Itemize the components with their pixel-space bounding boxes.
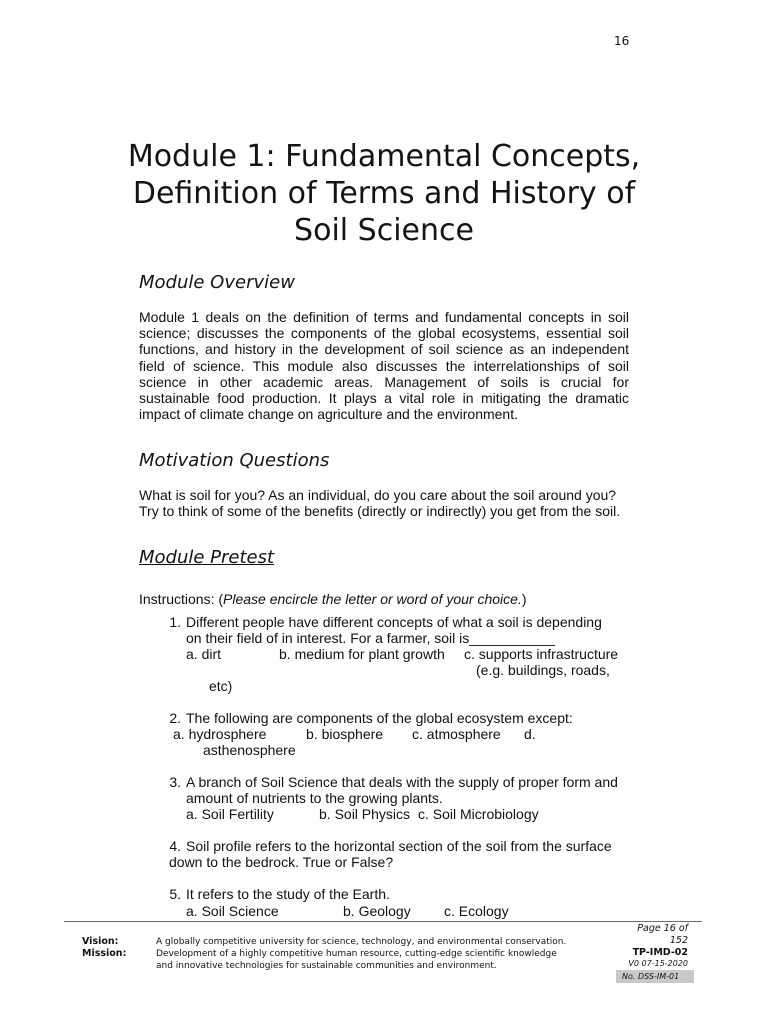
question-4 bbox=[139, 838, 639, 872]
question-5 bbox=[139, 886, 639, 920]
page-of-label: Page 16 of bbox=[637, 923, 688, 934]
option-c[interactable]: c. Soil Microbiology bbox=[418, 806, 539, 822]
question-text: down to the bedrock. True or False? bbox=[169, 854, 394, 870]
question-text: It refers to the study of the Earth. bbox=[186, 886, 390, 902]
option-a[interactable]: a. Soil Science bbox=[186, 903, 279, 919]
module-title: Module 1: Fundamental Concepts, Definition of Terms and History of Soil Science bbox=[127, 139, 641, 248]
page-total: 152 bbox=[669, 935, 688, 946]
vision-text: A globally competitive university for science, technology, and environmental conservation. bbox=[156, 937, 567, 947]
doc-number-badge: No. DSS-IM-01 bbox=[616, 970, 694, 983]
option-d-cont: asthenosphere bbox=[203, 742, 296, 758]
question-number: 2. bbox=[169, 710, 181, 726]
option-c-cont: etc) bbox=[209, 678, 233, 694]
question-2 bbox=[139, 710, 639, 760]
instructions-italic: Please encircle the letter or word of your choice. bbox=[223, 591, 522, 607]
mission-text: Development of a highly competitive human resource, cutting-edge scientific knowledge bbox=[156, 949, 557, 959]
overview-heading: Module Overview bbox=[139, 272, 295, 293]
footer-rule bbox=[64, 921, 702, 922]
question-number: 3. bbox=[169, 774, 181, 790]
motivation-heading: Motivation Questions bbox=[139, 450, 330, 471]
instructions-prefix: Instructions: ( bbox=[139, 591, 224, 607]
question-number: 4. bbox=[169, 838, 181, 854]
question-3 bbox=[139, 774, 639, 824]
option-c-cont: (e.g. buildings, roads, bbox=[476, 662, 610, 678]
question-text: The following are components of the global ecosystem except: bbox=[186, 710, 573, 726]
pretest-instructions bbox=[139, 591, 639, 607]
mission-text-cont: and innovative technologies for sustainable communities and environment. bbox=[156, 961, 497, 971]
option-b[interactable]: b. Soil Physics bbox=[319, 806, 411, 822]
question-text: amount of nutrients to the growing plants. bbox=[186, 790, 443, 806]
pretest-heading: Module Pretest bbox=[139, 547, 275, 568]
page-number: 16 bbox=[614, 34, 630, 48]
option-a[interactable]: a. dirt bbox=[186, 646, 222, 662]
option-b[interactable]: b. Geology bbox=[343, 903, 411, 919]
question-text: on their field of in interest. For a farmer, soil is___________ bbox=[186, 630, 555, 646]
question-text: A branch of Soil Science that deals with the supply of proper form and bbox=[186, 774, 618, 790]
vision-label: Vision: bbox=[82, 936, 119, 947]
question-number: 1. bbox=[169, 614, 181, 630]
version-date: V0 07-15-2020 bbox=[628, 959, 688, 968]
option-c[interactable]: c. atmosphere bbox=[412, 726, 501, 742]
option-c[interactable]: c. supports infrastructure bbox=[464, 646, 619, 662]
question-1 bbox=[139, 614, 639, 696]
question-number: 5. bbox=[169, 886, 181, 902]
option-b[interactable]: b. medium for plant growth bbox=[279, 646, 445, 662]
question-text: Different people have different concepts of what a soil is depending bbox=[186, 614, 602, 630]
instructions-suffix: ) bbox=[521, 591, 527, 607]
option-c[interactable]: c. Ecology bbox=[444, 903, 509, 919]
motivation-text: What is soil for you? As an individual, do you care about the soil around you? Try to think of some of the benefits (directly or indirectly) you get from the soil. bbox=[139, 487, 621, 520]
option-d[interactable]: d. bbox=[524, 726, 536, 742]
option-a[interactable]: a. hydrosphere bbox=[173, 726, 267, 742]
doc-code: TP-IMD-02 bbox=[632, 947, 688, 958]
mission-label: Mission: bbox=[82, 948, 127, 959]
option-a[interactable]: a. Soil Fertility bbox=[186, 806, 274, 822]
question-text: Soil profile refers to the horizontal section of the soil from the surface bbox=[186, 838, 612, 854]
overview-text: Module 1 deals on the definition of terms and fundamental concepts in soil science; discusses the components of the global ecosystems, essential soil functions, and history in the development of soil science as an independent field of science. This module also discusses the interrelationships of soil science in other academic areas. Management of soils is crucial for sustainable food production. It plays a vital role in mitigating the dramatic impact of climate change on agriculture and the environment. bbox=[139, 309, 629, 423]
option-b[interactable]: b. biosphere bbox=[306, 726, 384, 742]
